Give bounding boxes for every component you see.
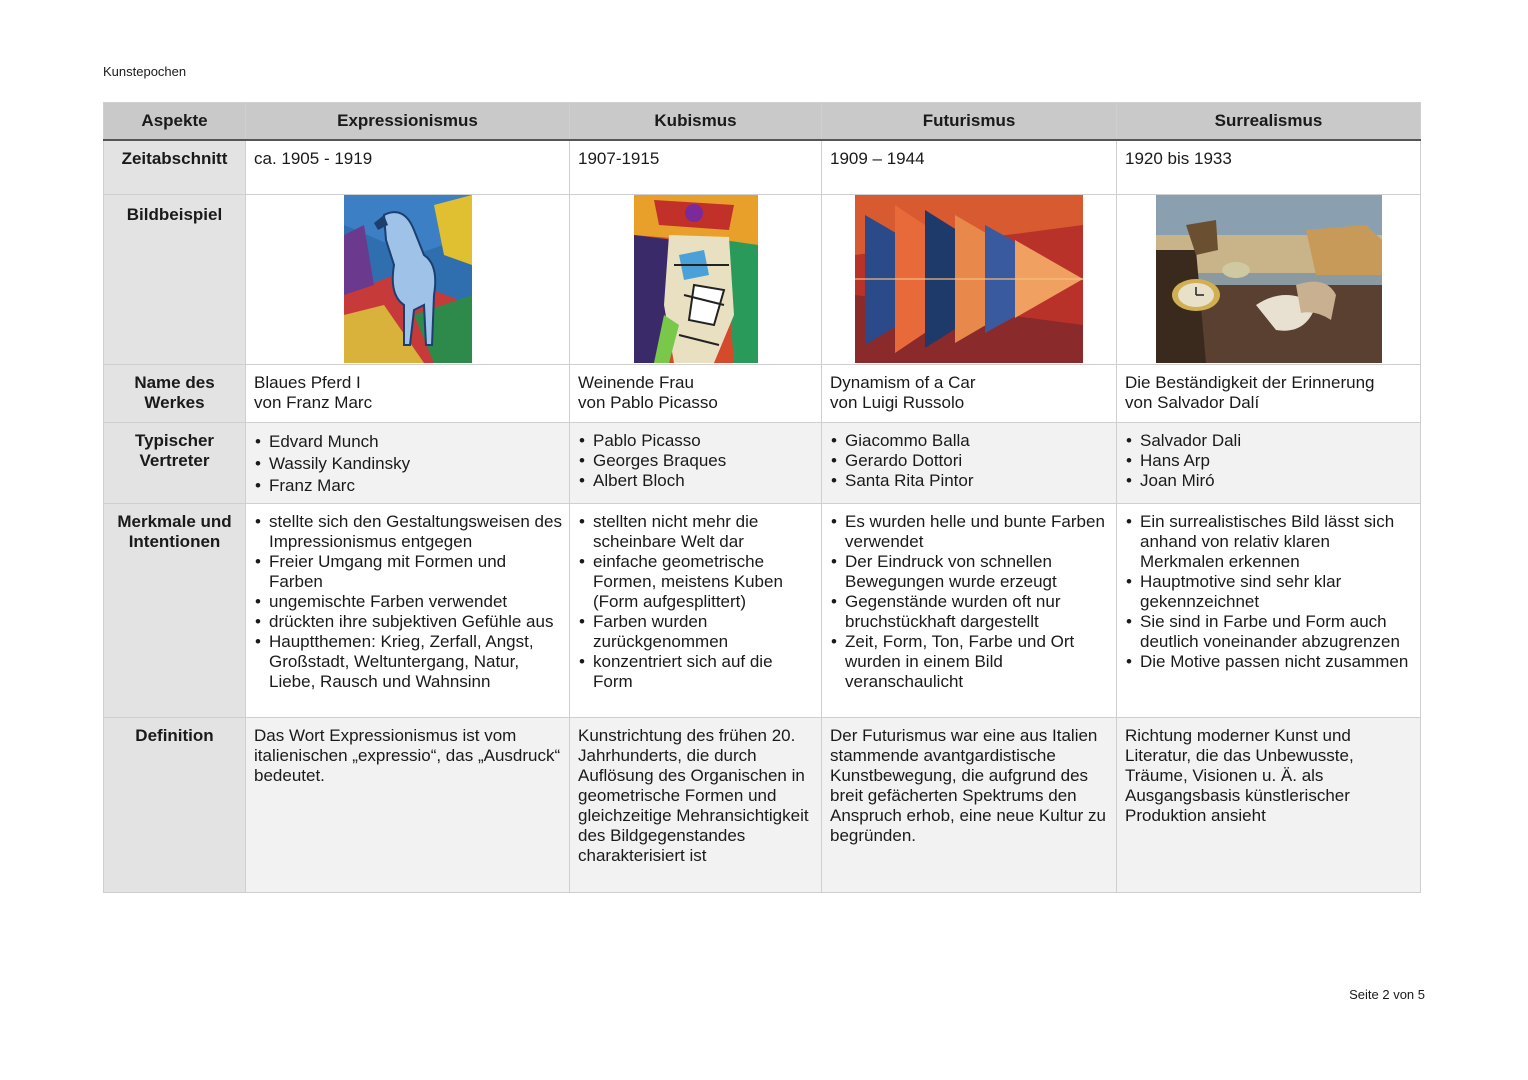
art-epochs-table	[103, 102, 1421, 893]
list-item: • Wassily Kandinsky	[254, 453, 563, 475]
list-item: • einfache geometrische Formen, meistens Kuben (Form aufgesplittert)	[578, 552, 815, 612]
werk-artist: von Luigi Russolo	[830, 392, 965, 412]
header-expressionismus: Expressionismus	[246, 103, 570, 141]
list-item: • Edvard Munch	[254, 431, 563, 453]
werk-expressionismus	[246, 364, 570, 422]
list-item: • Gegenstände wurden oft nur bruchstückhaft dargestellt	[830, 592, 1110, 632]
werk-artist: von Pablo Picasso	[578, 392, 718, 412]
vertreter-futurismus	[822, 422, 1117, 503]
image-cell-kubismus	[570, 194, 822, 364]
list-item: • Santa Rita Pintor	[830, 471, 1110, 491]
row-label-name-des-werkes	[104, 364, 246, 422]
list-item: • Hauptmotive sind sehr klar gekennzeichnet	[1125, 572, 1414, 612]
header-futurismus: Futurismus	[822, 103, 1117, 141]
werk-title: Weinende Frau	[578, 372, 694, 392]
row-label-name-line1: Name des	[134, 372, 215, 392]
image-cell-expressionismus	[246, 194, 570, 364]
image-cell-surrealismus	[1117, 194, 1421, 364]
definition-expressionismus: Das Wort Expressionismus ist vom italienischen „expressio“, das „Ausdruck“ bedeutet.	[246, 717, 570, 892]
persistence-memory-painting	[1156, 195, 1382, 363]
row-label-vertreter-line2: Vertreter	[139, 450, 210, 470]
werk-title: Dynamism of a Car	[830, 372, 976, 392]
row-label-merkmale-line2: Intentionen	[128, 531, 221, 551]
row-bildbeispiel	[104, 194, 1421, 364]
list-item: • Albert Bloch	[578, 471, 815, 491]
definition-kubismus: Kunstrichtung des frühen 20. Jahrhunderts, die durch Auflösung des Organischen in geometrische Formen und gleichzeitige Mehransichtigkeit des Bildgegenstandes charakterisiert ist	[570, 717, 822, 892]
merkmale-kubismus	[570, 503, 822, 717]
row-label-zeitabschnitt: Zeitabschnitt	[104, 140, 246, 194]
list-item: • drückten ihre subjektiven Gefühle aus	[254, 612, 563, 632]
list-item: • Salvador Dali	[1125, 431, 1414, 451]
vertreter-surrealismus	[1117, 422, 1421, 503]
list-item: • Sie sind in Farbe und Form auch deutlich voneinander abzugrenzen	[1125, 612, 1414, 652]
row-typischer-vertreter	[104, 422, 1421, 503]
header-kubismus: Kubismus	[570, 103, 822, 141]
list-item: • stellten nicht mehr die scheinbare Welt dar	[578, 512, 815, 552]
blue-horse-painting	[344, 195, 472, 363]
list-item: • Giacommo Balla	[830, 431, 1110, 451]
list-item: • Pablo Picasso	[578, 431, 815, 451]
werk-title: Die Beständigkeit der Erinnerung	[1125, 372, 1375, 392]
merkmale-futurismus	[822, 503, 1117, 717]
werk-artist: von Salvador Dalí	[1125, 392, 1260, 412]
list-item: • Hans Arp	[1125, 451, 1414, 471]
list-item: • Gerardo Dottori	[830, 451, 1110, 471]
image-cell-futurismus	[822, 194, 1117, 364]
vertreter-kubismus	[570, 422, 822, 503]
werk-title: Blaues Pferd I	[254, 372, 361, 392]
list-item: • Es wurden helle und bunte Farben verwendet	[830, 512, 1110, 552]
row-definition	[104, 717, 1421, 892]
werk-surrealismus	[1117, 364, 1421, 422]
row-label-definition: Definition	[104, 717, 246, 892]
zeit-kubismus: 1907-1915	[570, 140, 822, 194]
vertreter-expressionismus	[246, 422, 570, 503]
list-item: • Zeit, Form, Ton, Farbe und Ort wurden in einem Bild veranschaulicht	[830, 632, 1110, 692]
zeit-expressionismus: ca. 1905 - 1919	[246, 140, 570, 194]
row-label-vertreter-line1: Typischer	[134, 430, 215, 450]
list-item: • Hauptthemen: Krieg, Zerfall, Angst, Großstadt, Weltuntergang, Natur, Liebe, Rausch und Wahnsinn	[254, 632, 563, 692]
dynamism-car-painting	[855, 195, 1083, 363]
merkmale-surrealismus	[1117, 503, 1421, 717]
werk-futurismus	[822, 364, 1117, 422]
definition-futurismus: Der Futurismus war eine aus Italien stammende avantgardistische Kunstbewegung, die aufgrund des breit gefächerten Spektrums den Anspruch erhob, eine neue Kultur zu begründen.	[822, 717, 1117, 892]
merkmale-expressionismus	[246, 503, 570, 717]
list-item: • stellte sich den Gestaltungsweisen des Impressionismus entgegen	[254, 512, 563, 552]
document-title: Kunstepochen	[103, 64, 187, 79]
list-item: • Georges Braques	[578, 451, 815, 471]
page-number: Seite 2 von 5	[1349, 987, 1425, 1002]
header-surrealismus: Surrealismus	[1117, 103, 1421, 141]
list-item: • Ein surrealistisches Bild lässt sich anhand von relativ klaren Merkmalen erkennen	[1125, 512, 1414, 572]
list-item: • konzentriert sich auf die Form	[578, 652, 815, 692]
row-label-name-line2: Werkes	[144, 392, 205, 412]
row-label-bildbeispiel: Bildbeispiel	[104, 194, 246, 364]
werk-artist: von Franz Marc	[254, 392, 373, 412]
row-label-merkmale-line1: Merkmale und	[117, 511, 232, 531]
weeping-woman-painting	[634, 195, 758, 363]
list-item: • Franz Marc	[254, 475, 563, 497]
row-label-vertreter	[104, 422, 246, 503]
row-name-des-werkes	[104, 364, 1421, 422]
row-zeitabschnitt	[104, 140, 1421, 194]
list-item: • Die Motive passen nicht zusammen	[1125, 652, 1414, 672]
header-row	[104, 103, 1421, 141]
list-item: • Farben wurden zurückgenommen	[578, 612, 815, 652]
list-item: • Joan Miró	[1125, 471, 1414, 491]
row-label-merkmale	[104, 503, 246, 717]
zeit-futurismus: 1909 – 1944	[822, 140, 1117, 194]
list-item: • ungemischte Farben verwendet	[254, 592, 563, 612]
list-item: • Der Eindruck von schnellen Bewegungen wurde erzeugt	[830, 552, 1110, 592]
list-item: • Freier Umgang mit Formen und Farben	[254, 552, 563, 592]
row-merkmale	[104, 503, 1421, 717]
definition-surrealismus: Richtung moderner Kunst und Literatur, die das Unbewusste, Träume, Visionen u. Ä. als Ausgangsbasis künstlerischer Produktion ansieht	[1117, 717, 1421, 892]
zeit-surrealismus: 1920 bis 1933	[1117, 140, 1421, 194]
werk-kubismus	[570, 364, 822, 422]
header-aspekte: Aspekte	[104, 103, 246, 141]
